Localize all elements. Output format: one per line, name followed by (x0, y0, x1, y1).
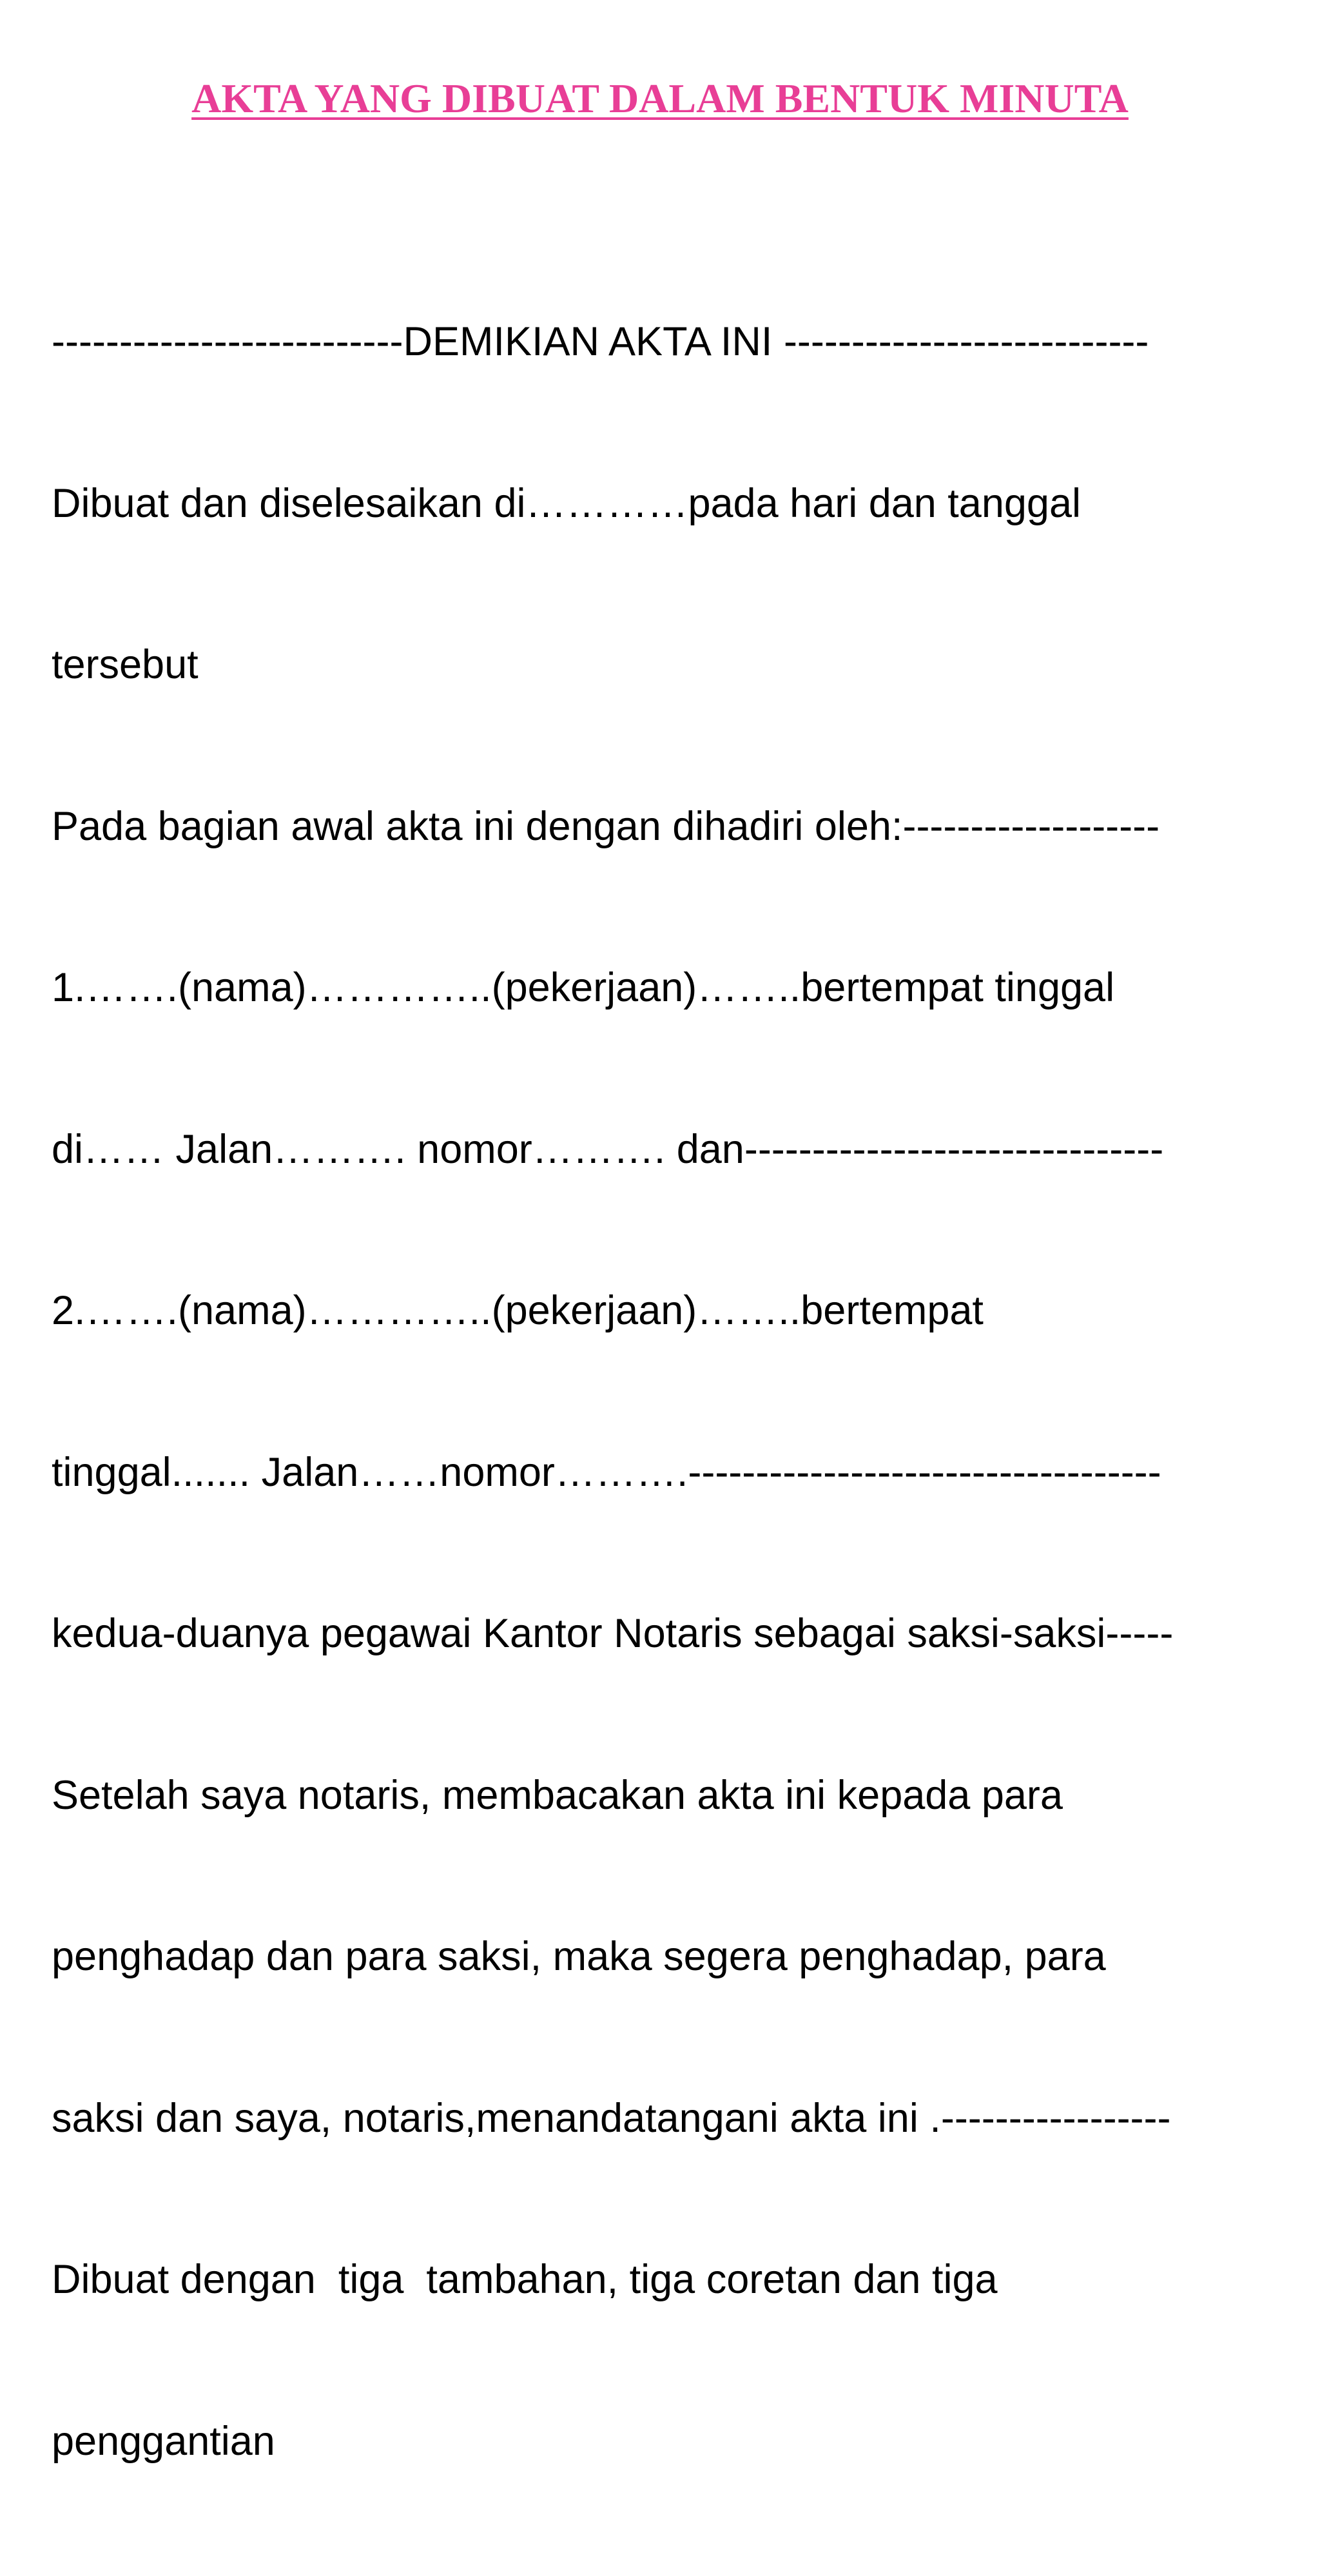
text-line: tinggal....... Jalan……nomor……….----------------------------------- (52, 1449, 1161, 1495)
text-line: 2.…….(nama)…………..(pekerjaan)……..bertempat (52, 1288, 984, 1333)
text-line: kedua-duanya pegawai Kantor Notaris sebagai saksi-saksi----- (52, 1611, 1174, 1656)
document-body (52, 208, 1302, 2576)
text-line: penghadap dan para saksi, maka segera penghadap, para (52, 1934, 1106, 1979)
page-title: AKTA YANG DIBUAT DALAM BENTUK MINUTA (191, 75, 1129, 121)
text-line: saksi dan saya, notaris,menandatangani akta ini .----------------- (52, 2095, 1171, 2141)
text-line: Dibuat dengan tiga tambahan, tiga coretan dan tiga (52, 2257, 998, 2302)
text-line: 1.…….(nama)…………..(pekerjaan)……..bertempat tinggal (52, 965, 1115, 1010)
text-line: Dibuat dan diselesaikan di…………pada hari dan tanggal (52, 480, 1081, 526)
text-line: penggantian (52, 2418, 275, 2464)
text-line: tersebut (52, 642, 199, 687)
text-line: Setelah saya notaris, membacakan akta ini kepada para (52, 1772, 1063, 1818)
text-line: --------------------------DEMIKIAN AKTA INI --------------------------- (52, 319, 1149, 364)
text-line: di…… Jalan………. nomor………. dan------------------------------- (52, 1126, 1164, 1172)
text-line: Pada bagian awal akta ini dengan dihadiri oleh:------------------- (52, 803, 1160, 849)
